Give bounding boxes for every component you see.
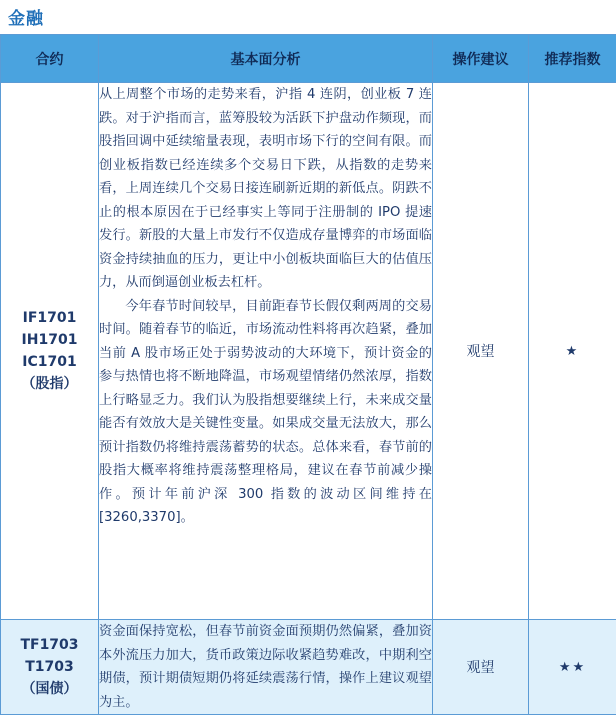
section-title: 金融 — [8, 4, 44, 29]
analysis-cell — [99, 83, 433, 620]
contract-cell — [1, 83, 99, 620]
table-row — [1, 83, 616, 620]
contract-line: IF1701 — [1, 307, 98, 329]
contract-line: IC1701 — [1, 351, 98, 373]
contract-line: T1703 — [1, 656, 98, 678]
rating-star-icon: ★ — [529, 83, 616, 620]
advice-cell: 观望 — [433, 83, 529, 620]
header-rating: 推荐指数 — [529, 35, 616, 83]
contract-cell — [1, 620, 99, 715]
analysis-paragraph: 资金面保持宽松，但春节前资金面预期仍然偏紧，叠加资本外流压力加大，货币政策边际收紧趋势难改，中期利空期债，预计期债短期仍将延续震荡行情，操作上建议观望为主。 — [99, 620, 432, 714]
contract-line: TF1703 — [1, 634, 98, 656]
header-advice: 操作建议 — [433, 35, 529, 83]
contract-line: （股指） — [1, 373, 98, 395]
analysis-paragraph: 从上周整个市场的走势来看，沪指 4 连阴，创业板 7 连跌。对于沪指而言，蓝筹股较为活跃下护盘动作频现，而股指回调中延续缩量表现，表明市场下行的空间有限。而创业板指数已经连续多个交易日下跌，从指数的走势来看，上周连续几个交易日接连刷新近期的新低点。阴跌不止的根本原因在于已经事实上等同于注册制的 IPO 提速发行。新股的大量上市发行不仅造成存量博弈的市场面临资金持续抽血的压力，更让中小创板块面临巨大的估值压力，从而倒逼创业板去杠杆。 — [99, 83, 432, 295]
advice-cell: 观望 — [433, 620, 529, 715]
contract-line: IH1701 — [1, 329, 98, 351]
table-header-row — [1, 35, 616, 83]
table-row — [1, 620, 616, 715]
contract-line: （国债） — [1, 678, 98, 700]
analysis-paragraph: 今年春节时间较早，目前距春节长假仅剩两周的交易时间。随着春节的临近，市场流动性料将再次趋紧，叠加当前 A 股市场正处于弱势波动的大环境下，预计资金的参与热情也将不断地降温，市场观望情绪仍然浓厚，指数上行略显乏力。我们认为股指想要继续上行，未来成交量能否有效放大是关键性变量。如果成交量无法放大，那么预计指数仍将维持震荡蓄势的状态。总体来看，春节前的股指大概率将维持震荡整理格局，建议在春节前减少操作。预计年前沪深 300 指数的波动区间维持在[3260,3370]。 — [99, 295, 432, 530]
rating-star-icon: ★★ — [529, 620, 616, 715]
analysis-cell — [99, 620, 433, 715]
header-analysis: 基本面分析 — [99, 35, 433, 83]
futures-analysis-table — [0, 34, 616, 715]
header-contract: 合约 — [1, 35, 99, 83]
